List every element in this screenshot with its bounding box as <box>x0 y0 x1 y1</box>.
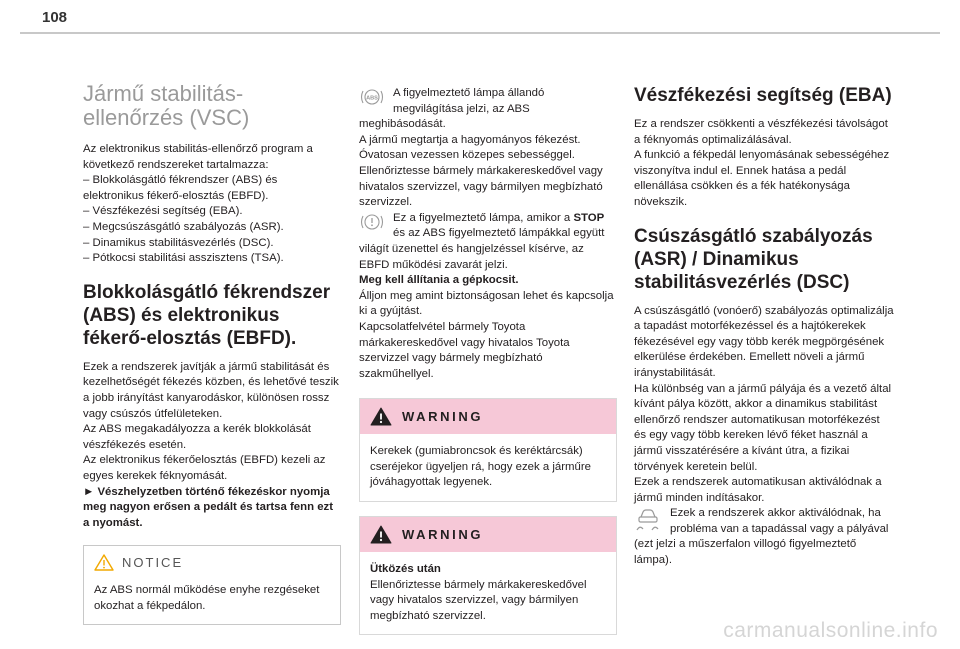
abs-paragraph: Az ABS megakadályozza a kerék blokkolását vészfékezés esetén. <box>83 423 311 451</box>
vsc-list-item: – Pótkocsi stabilitási asszisztens (TSA). <box>83 252 284 265</box>
notice-header <box>84 546 340 575</box>
warning-text: Kerekek (gumiabroncsok és keréktárcsák) cseréjekor ügyeljen rá, hogy ezek a járműre jóváhagyottak legyenek. <box>370 445 591 489</box>
column-3 <box>634 78 894 569</box>
eba-heading: Vészfékezési segítség (EBA) <box>634 85 892 106</box>
abs-paragraph: Az elektronikus fékerőelosztás (EBFD) kezeli az egyes kerekek féknyomását. <box>83 454 326 482</box>
vsc-list-item: – Vészfékezési segítség (EBA). <box>83 205 243 218</box>
notice-box <box>83 545 341 625</box>
eba-paragraph: Ez a rendszer csökkenti a vészfékezési távolságot a féknyomás optimalizálásával. <box>634 118 888 146</box>
skid-lamp-paragraph: Ezek a rendszerek akkor aktiválódnak, ha probléma van a tapadással vagy a pályával (ezt jelzi a műszerfalon villogó figyelmeztető lámpa). <box>634 507 889 567</box>
vsc-intro: Az elektronikus stabilitás-ellenőrző program a következő rendszereket tartalmazza: <box>83 143 313 171</box>
abs-paragraph: Ezek a rendszerek javítják a jármű stabilitását és kezelhetőségét fékezés közben, és lehetővé teszik a jobb irányítást kanyarodáskor, különösen rossz vagy csúszós útfelületeken. <box>83 360 339 420</box>
warning-triangle-filled-icon <box>370 407 392 426</box>
warning-header <box>360 517 616 552</box>
abs-lamp-paragraph-line: Ellenőriztesse bármely márkakereskedővel vagy hivatalos szervizzel, vagy bármilyen megbízható szervizzel. <box>359 164 603 209</box>
warning-triangle-filled-icon <box>370 525 392 544</box>
warning-title: WARNING <box>402 408 484 424</box>
abs-lamp-paragraph-line: A jármű megtartja a hagyományos fékezést. <box>359 133 581 146</box>
top-divider <box>20 32 940 34</box>
column-2 <box>359 78 617 635</box>
vsc-list-item: – Megcsúszásgátló szabályozás (ASR). <box>83 220 284 233</box>
stop-paragraph: Kapcsolatfelvétel bármely Toyota márkakereskedővel vagy hivatalos Toyota szervizzel vagy bármely megbízható szakműhellyel. <box>359 320 570 380</box>
vsc-heading: Jármű stabilitás-ellenőrzés (VSC) <box>83 81 250 130</box>
abs-heading: Blokkolásgátló fékrendszer (ABS) és elektronikus fékerő-elosztás (EBFD). <box>83 281 331 349</box>
warning-box-wheels <box>359 398 617 502</box>
abs-lamp-paragraph-line: Óvatosan vezessen közepes sebességgel. <box>359 149 575 162</box>
asr-paragraph: A csúszásgátló (vonóerő) szabályozás optimalizálja a tapadást motorfékezéssel és a hajtókerekek fékezésével egy vagy több kerék megpörgésének elkerülése érdekében. Emellett növeli a jármű iránystabilitását. <box>634 304 894 379</box>
asr-dsc-heading: Csúszásgátló szabályozás (ASR) / Dinamikus stabilitásvezérlés (DSC) <box>634 225 873 293</box>
page-number: 108 <box>42 9 68 26</box>
skid-warning-lamp-icon <box>634 507 662 533</box>
abs-emphasis: ► Vészhelyzetben történő fékezéskor nyomja meg nagyon erősen a pedált és tartsa fenn ezt a nyomást. <box>83 485 334 529</box>
abs-warning-lamp-icon <box>359 87 385 107</box>
column-1 <box>83 78 341 625</box>
stop-label: STOP <box>573 211 605 224</box>
warning-triangle-outline-icon <box>94 554 114 571</box>
stop-paragraph: Álljon meg amint biztonságosan lehet és kapcsolja ki a gyújtást. <box>359 289 614 318</box>
warning-body <box>360 552 616 634</box>
warning-subtitle: Ütközés után <box>370 563 441 576</box>
brake-warning-lamp-icon <box>359 212 385 232</box>
vsc-list-item: – Dinamikus stabilitásvezérlés (DSC). <box>83 236 274 249</box>
warning-title: WARNING <box>402 526 484 542</box>
notice-title: NOTICE <box>122 554 184 570</box>
must-stop-text: Meg kell állítania a gépkocsit. <box>359 274 519 287</box>
warning-text: Ellenőriztesse bármely márkakereskedővel vagy hivatalos szervizzel, vagy bármilyen megbízható szervizzel. <box>370 578 587 622</box>
brake-lamp-paragraph: Ez a figyelmeztető lámpa, amikor a STOP és az ABS figyelmeztető lámpákkal együtt világít üzenettel és hangjelzéssel kísérve, az EBFD működési zavarát jelzi. <box>359 211 605 271</box>
notice-text: Az ABS normál működése enyhe rezgéseket okozhat a fékpedálon. <box>94 584 320 612</box>
asr-paragraph: Ezek a rendszerek automatikusan aktiválódnak a jármű minden indításakor. <box>634 476 882 504</box>
vsc-list-item: – Blokkolásgátló fékrendszer (ABS) és elektronikus fékerő-elosztás (EBFD). <box>83 174 278 202</box>
asr-paragraph: Ha különbség van a jármű pályája és a vezető által kívánt pálya között, akkor a dinamikus stabilitást ellenőrző rendszer automatikusan motorfékezést és egy vagy több kereken lévő féket használ a jármű visszatérésére a kívánt útra, a fizikai törvények keretein belül. <box>634 382 892 473</box>
svg-text:ABS: ABS <box>366 95 378 102</box>
abs-lamp-paragraph: ABS A figyelmeztető lámpa állandó megvilágítása jelzi, az ABS meghibásodását. <box>359 87 545 131</box>
warning-header <box>360 399 616 434</box>
warning-box-collision <box>359 516 617 635</box>
eba-paragraph: A funkció a fékpedál lenyomásának sebességéhez viszonyítva indul el. Ennek hatása a pedál ellenállása csökken és a fék hatékonysága növekszik. <box>634 149 890 208</box>
watermark: carmanualsonline.info <box>723 619 938 642</box>
